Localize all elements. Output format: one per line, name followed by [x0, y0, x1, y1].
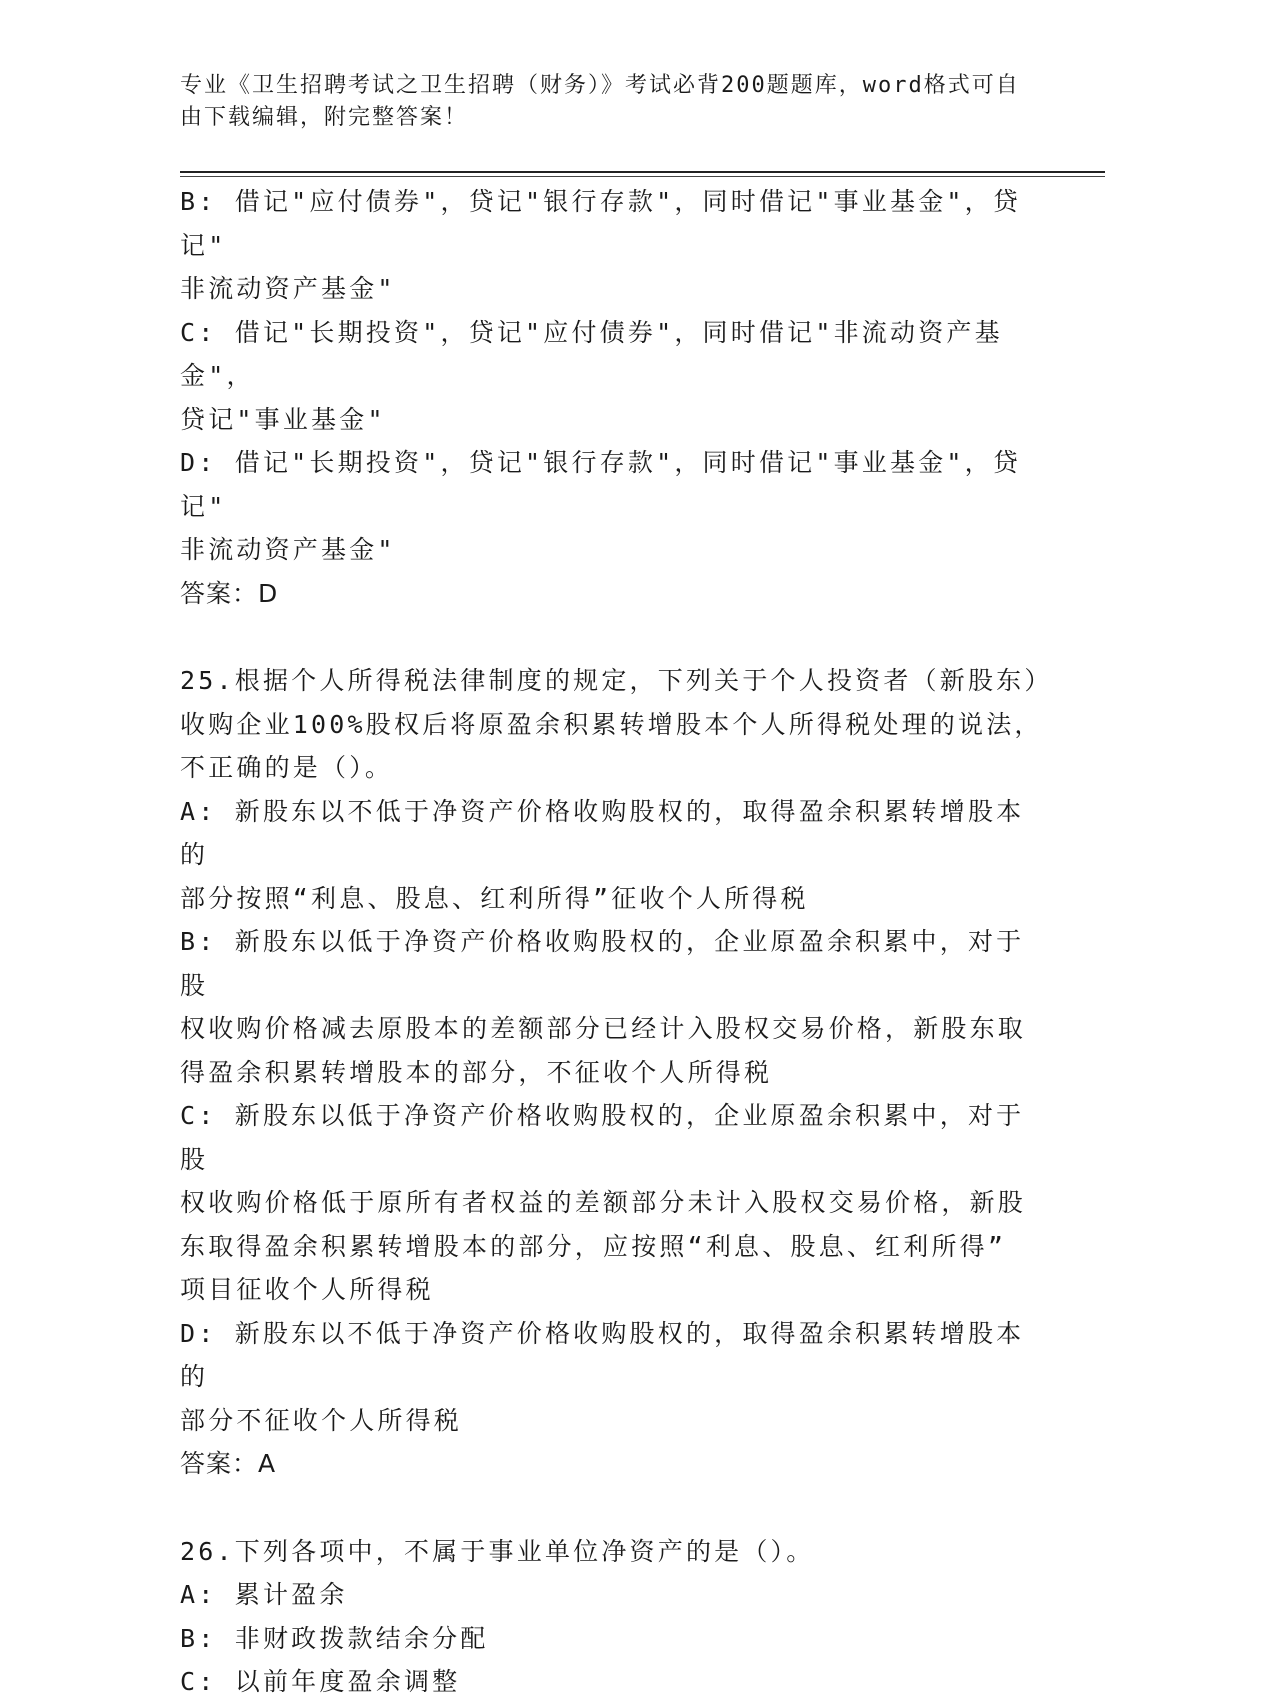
- option-d-line: 非流动资产基金": [180, 535, 396, 564]
- option-b-line: B: 新股东以低于净资产价格收购股权的，企业原盈余积累中，对于股: [180, 927, 1025, 1000]
- header-rule-thin: [180, 176, 1105, 177]
- header-line: 由下载编辑，附完整答案！: [180, 105, 469, 130]
- question-24-options: [180, 180, 1050, 615]
- option-b-line: B: 借记"应付债券"，贷记"银行存款"，同时借记"事业基金"，贷记": [180, 187, 1022, 260]
- option-b-line: 权收购价格减去原股本的差额部分已经计入股权交易价格，新股东取: [180, 1014, 1027, 1043]
- spacer: [180, 615, 1050, 659]
- document-header: [180, 70, 1040, 134]
- question-stem-line: 收购企业100%股权后将原盈余积累转增股本个人所得税处理的说法，: [180, 709, 1043, 739]
- option-a-line: A: 新股东以不低于净资产价格收购股权的，取得盈余积累转增股本的: [180, 796, 1025, 869]
- option-a: A: 累计盈余: [180, 1580, 348, 1609]
- option-c-line: C: 新股东以低于净资产价格收购股权的，企业原盈余积累中，对于股: [180, 1101, 1025, 1174]
- header-line: 专业《卫生招聘考试之卫生招聘（财务）》考试必背200题题库，word格式可自: [180, 73, 1020, 98]
- option-c-line: 权收购价格低于原所有者权益的差额部分未计入股权交易价格，新股: [180, 1188, 1027, 1217]
- option-a-line: 部分按照“利息、股息、红利所得”征收个人所得税: [180, 883, 809, 913]
- option-b: B: 非财政拨款结余分配: [180, 1623, 489, 1653]
- option-d-line: 部分不征收个人所得税: [180, 1405, 463, 1435]
- option-c-line: 贷记"事业基金": [180, 404, 386, 434]
- option-b-line: 非流动资产基金": [180, 274, 396, 303]
- header-rule: [180, 171, 1105, 173]
- question-25: [180, 659, 1053, 1486]
- document-body: [180, 180, 1053, 1704]
- answer-25: 答案：A: [180, 1449, 277, 1478]
- option-d-line: D: 新股东以不低于净资产价格收购股权的，取得盈余积累转增股本的: [180, 1318, 1025, 1391]
- question-26: [180, 1530, 1050, 1704]
- question-stem: 26.下列各项中，不属于事业单位净资产的是（）。: [180, 1536, 815, 1566]
- option-c-line: C: 借记"长期投资"，贷记"应付债券"，同时借记"非流动资产基金"，: [180, 317, 1003, 390]
- spacer: [180, 1486, 1050, 1530]
- option-c-line: 项目征收个人所得税: [180, 1275, 434, 1304]
- question-stem-line: 25.根据个人所得税法律制度的规定，下列关于个人投资者（新股东）: [180, 666, 1053, 695]
- option-c-line: 东取得盈余积累转增股本的部分，应按照“利息、股息、红利所得”: [180, 1231, 1007, 1261]
- option-b-line: 得盈余积累转增股本的部分，不征收个人所得税: [180, 1057, 773, 1087]
- option-c: C: 以前年度盈余调整: [180, 1667, 461, 1696]
- answer-24: 答案：D: [180, 578, 279, 608]
- option-d-line: D: 借记"长期投资"，贷记"银行存款"，同时借记"事业基金"，贷记": [180, 448, 1022, 521]
- question-stem-line: 不正确的是（）。: [180, 753, 394, 782]
